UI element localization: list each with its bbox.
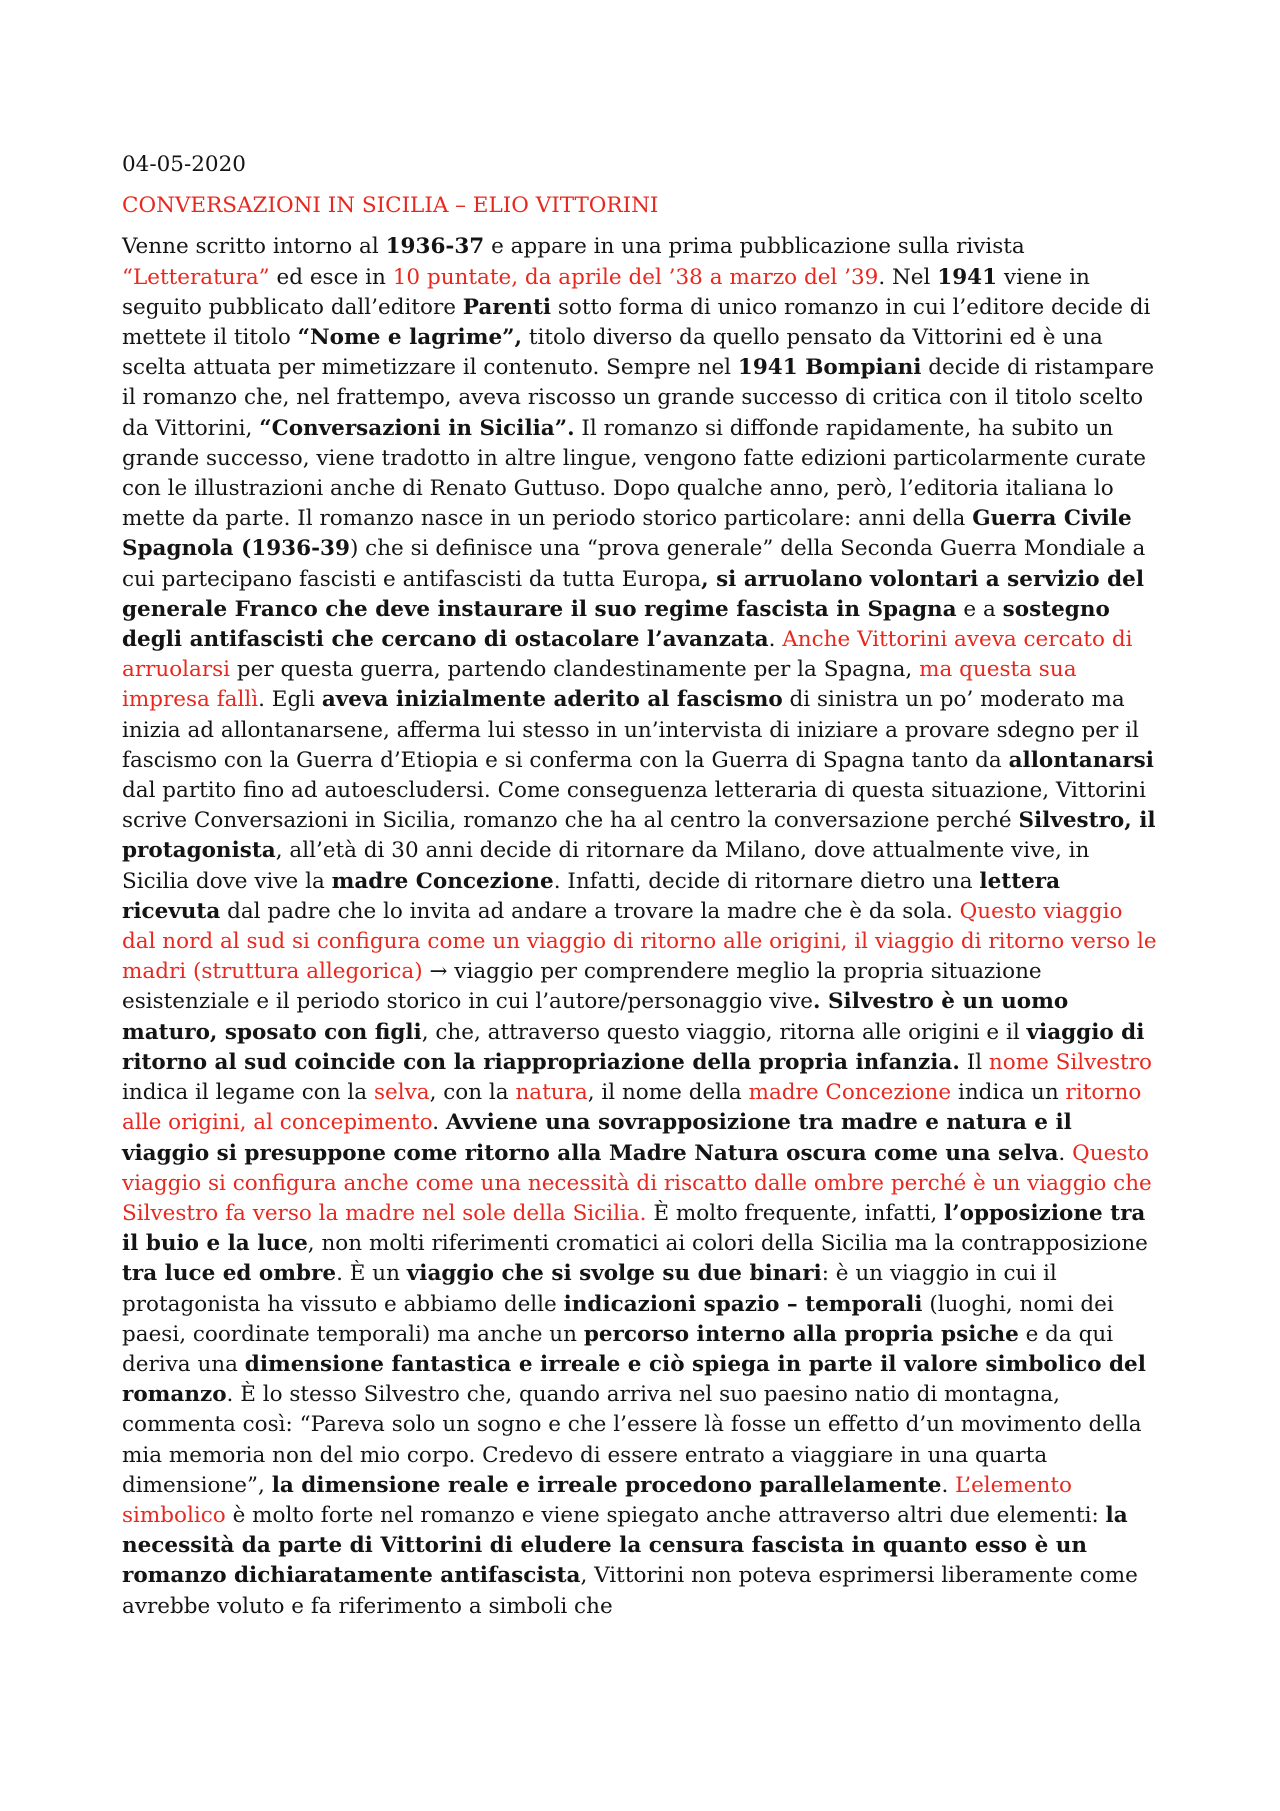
text-span: , che, attraverso questo viaggio, ritorna alle origini e il [421,1019,1027,1045]
bold-span: 1941 Bompiani [737,355,922,381]
bold-span: indicazioni spazio – temporali [563,1291,923,1317]
bold-span: percorso interno alla propria psiche [583,1321,1019,1347]
document-title: CONVERSAZIONI IN SICILIA – ELIO VITTORINI [122,193,659,219]
highlight-span: L’elemento simbolico [122,1472,1072,1528]
highlight-span: natura [515,1080,588,1106]
bold-span: la dimensione reale e irreale procedono parallelamente [271,1472,942,1498]
bold-span: l’opposizione tra il buio e la luce [122,1200,1146,1257]
highlight-span: selva [373,1080,430,1106]
bold-span: viaggio che si svolge su due binari [406,1261,822,1287]
bold-span: “Nome e lagrime”, [297,325,522,351]
bold-span: , si arruolano volontari a servizio del generale Franco che deve instaurare il suo regime fascista in Spagna [122,566,1145,622]
text-span: (luoghi, nomi dei paesi, coordinate temporali) ma anche un [122,1291,1114,1347]
text-span: → viaggio per comprendere meglio la propria situazione esistenziale e il periodo storico in cui l’autore/personaggio vive [122,959,1042,1015]
highlight-span: ritorno alle origini, al concepimento [122,1080,1142,1136]
text-span: , non molti riferimenti cromatici ai colori della Sicilia ma la contrapposizione [307,1231,1148,1257]
text-span: . Infatti, decide di ritornare dietro una [553,868,980,894]
highlight-span: Questo viaggio dal nord al sud si configura come un viaggio di ritorno alle origini, il viaggio di ritorno verso le madri (struttura allegorica) [122,898,1157,985]
text-span: ed esce in [269,264,393,290]
text-span: . È lo stesso Silvestro che, quando arriva nel suo paesino natio di montagna, commenta così: “Pareva solo un sogno e che l’essere là fosse un effetto d’un movimento della mia memoria non del mio corpo. Credevo di essere entrato a viaggiare in una quarta dimensione”, [122,1382,1142,1498]
text-span: dal partito fino ad autoescludersi. Come conseguenza letteraria di questa situazione, Vittorini scrive Conversazioni in Sicilia, romanzo che ha al centro la conversazione perché [122,778,1147,834]
bold-span: madre Concezione [331,868,554,894]
text-span: : è un viaggio in cui il protagonista ha vissuto e abbiamo delle [122,1261,1057,1317]
bold-span: . Silvestro è un uomo maturo, sposato con figli [122,989,1069,1045]
text-span: . [768,627,783,653]
text-span: indica il legame con la [122,1080,374,1106]
text-span: Il [959,1049,989,1075]
text-span: , il nome della [587,1080,749,1106]
highlight-span: “Letteratura” [122,264,270,290]
text-span: . È un [336,1261,407,1287]
text-span: . [941,1472,956,1498]
highlight-span: Anche Vittorini aveva cercato di arruolarsi [122,627,1133,683]
text-span: ) che si definisce una “prova generale” della Seconda Guerra Mondiale a cui partecipano fascisti e antifascisti da tutta Europa [122,536,1146,592]
highlight-span: 10 puntate, da aprile del ’38 a marzo del ’39 [392,264,879,290]
text-span: titolo diverso da quello pensato da Vittorini ed è una scelta attuata per mimetizzare il contenuto. Sempre nel [122,325,1103,381]
text-span: . [1058,1140,1073,1166]
text-span: . [432,1110,446,1136]
bold-span: “Conversazioni in Sicilia”. [259,415,575,441]
bold-span: allontanarsi [1008,747,1154,773]
document-date: 04-05-2020 [122,152,246,177]
text-span: , con la [429,1080,516,1106]
bold-span: Parenti [462,294,552,320]
highlight-span: Questo viaggio si configura anche come una necessità di riscatto dalle ombre perché è un viaggio che Silvestro fa verso la madre nel sole della Sicilia. [122,1140,1152,1226]
text-span: , all’età di 30 anni decide di ritornare da Milano, dove attualmente vive, in Sicilia dove vive la [122,838,1090,894]
text-span: e appare in una prima pubblicazione sulla rivista [484,234,1025,260]
bold-span: la necessità da parte di Vittorini di eludere la censura fascista in quanto esso è un romanzo dichiaratamente antifascista [122,1502,1128,1589]
bold-span: sostegno degli antifascisti che cercano di ostacolare l’avanzata [122,596,1110,653]
text-span: Il romanzo si diffonde rapidamente, ha subito un grande successo, viene tradotto in altre lingue, vengono fatte edizioni particolarmente curate con le illustrazioni anche di Renato Guttuso. Dopo qualche anno, però, l’editoria italiana lo mette da parte. Il romanzo nasce in un periodo storico particolare: anni della [122,415,1146,532]
highlight-span: ma questa sua impresa fallì [122,657,1077,713]
text-span: . Egli [258,687,322,713]
text-span: . Nel [878,264,938,290]
bold-span: tra luce ed ombre [122,1261,337,1287]
highlight-span: nome Silvestro [988,1049,1152,1075]
text-span: sotto forma di unico romanzo in cui l’editore decide di mettete il titolo [122,294,1151,351]
text-span: dal padre che lo invita ad andare a trovare la madre che è da sola. [220,898,960,924]
text-span: viene in seguito pubblicato dall’editore [122,264,1090,320]
text-span: È molto frequente, infatti, [646,1200,944,1226]
bold-span: 1936-37 [385,234,485,260]
text-span: Venne scritto intorno al [122,234,386,260]
bold-span: dimensione fantastica e irreale e ciò spiega in parte il valore simbolico del romanzo [122,1351,1146,1408]
text-span: per questa guerra, partendo clandestinamente per la Spagna, [230,657,920,683]
text-span: decide di ristampare il romanzo che, nel frattempo, aveva riscosso un grande successo di critica con il titolo scelto da Vittorini, [122,355,1155,441]
bold-span: Guerra Civile Spagnola (1936-39 [122,506,1132,562]
text-span: di sinistra un po’ moderato ma inizia ad allontanarsene, afferma lui stesso in un’intervista di iniziare a provare sdegno per il fascismo con la Guerra d’Etiopia e si conferma con la Guerra di Spagna tanto da [122,687,1139,773]
document-content [122,150,1162,1622]
text-span: , Vittorini non poteva esprimersi liberamente come avrebbe voluto e fa riferimento a simboli che [122,1563,1138,1619]
body-paragraph [122,232,1162,1621]
bold-span: 1941 [937,264,998,290]
bold-span: viaggio di ritorno al sud coincide con la riappropriazione della propria infanzia. [122,1019,1145,1075]
bold-span: lettera ricevuta [122,868,1061,924]
bold-span: aveva inizialmente aderito al fascismo [321,687,783,713]
bold-span: Avviene una sovrapposizione tra madre e natura e il viaggio si presuppone come ritorno alla Madre Natura oscura come una selva [122,1110,1072,1166]
text-span: indica un [951,1080,1066,1106]
text-span: e da qui deriva una [122,1321,1114,1377]
highlight-span: madre Concezione [748,1080,952,1106]
text-span: è molto forte nel romanzo e viene spiegato anche attraverso altri due elementi: [225,1502,1106,1528]
bold-span: Silvestro, il protagonista [122,808,1156,864]
text-span: e a [956,596,1003,622]
